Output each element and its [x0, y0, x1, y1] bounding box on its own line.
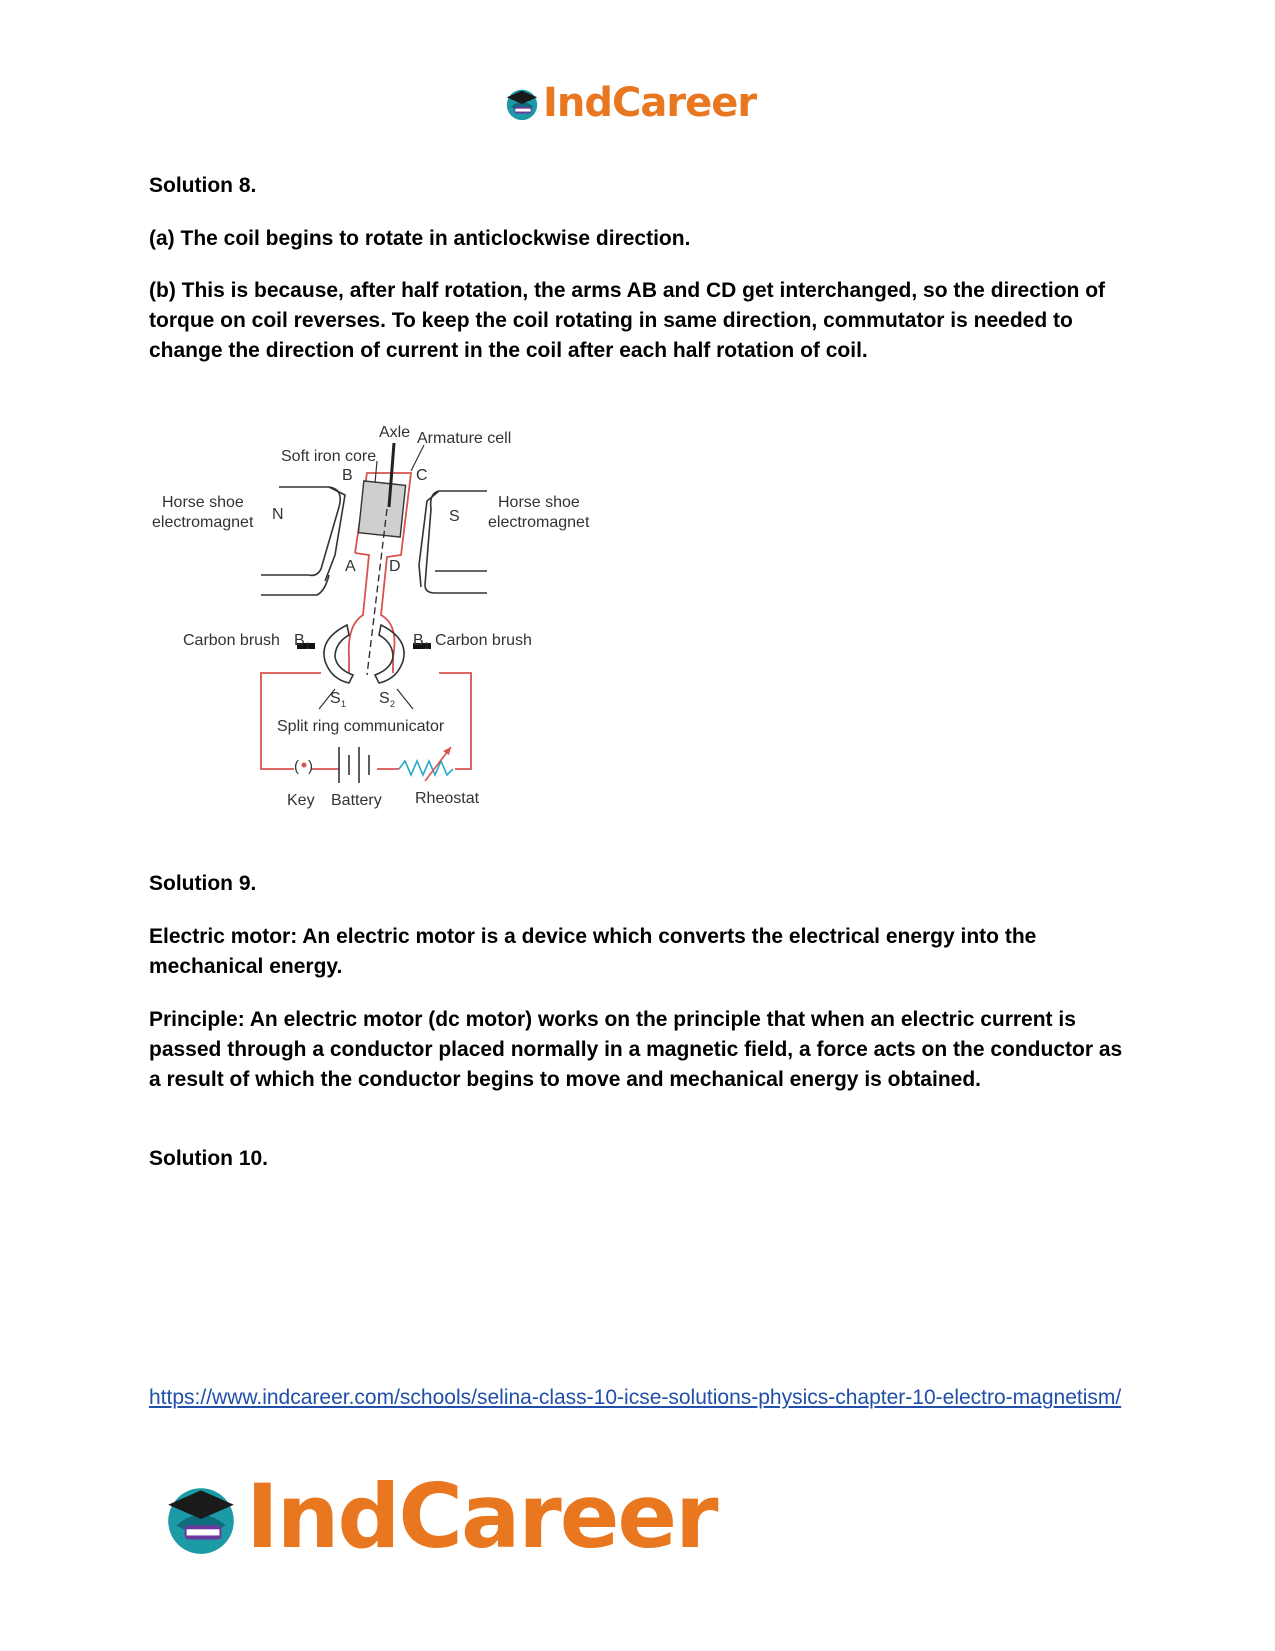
right-magnet-pole — [419, 491, 487, 593]
label-s1: S — [330, 690, 341, 707]
label-a: A — [345, 558, 356, 575]
label-rheostat: Rheostat — [415, 790, 480, 807]
solution-9-principle: Principle: An electric motor (dc motor) works on the principle that when an electric current is passed through a conductor placed normally in a magnetic field, a force acts on the conductor as a result of which the conductor begins to move and mechanical energy is obtained. — [149, 1008, 1123, 1091]
svg-text:): ) — [308, 758, 313, 775]
label-s1-sub: 1 — [341, 699, 347, 709]
solution-10-heading: Solution 10. — [149, 1147, 269, 1170]
label-axle: Axle — [379, 425, 411, 441]
label-d: D — [389, 558, 401, 575]
label-armature: Armature cell — [417, 430, 512, 447]
graduation-cap-globe-icon — [160, 1476, 242, 1558]
label-soft-iron: Soft iron core — [281, 448, 377, 465]
header-logo — [503, 80, 756, 126]
graduation-cap-globe-icon — [503, 84, 541, 122]
label-b: B — [342, 467, 353, 484]
label-b1: B — [294, 632, 305, 649]
label-carbon-brush-left: Carbon brush — [183, 632, 280, 649]
label-s: S — [449, 508, 460, 525]
label-carbon-brush-right: Carbon brush — [435, 632, 532, 649]
solution-8-part-b: (b) This is because, after half rotation, the arms AB and CD get interchanged, so the direction of torque on coil reverses. To keep the coil rotating in same direction, commutator is needed to change the direction of current in the coil after each half rotation of coil. — [149, 279, 1106, 362]
key-symbol — [294, 758, 313, 775]
label-battery: Battery — [331, 792, 382, 809]
brand-name: IndCareer — [543, 80, 757, 126]
footer-logo — [160, 1465, 717, 1568]
solution-8-part-a: (a) The coil begins to rotate in anticlockwise direction. — [149, 227, 691, 250]
label-n: N — [272, 506, 284, 523]
label-horse-right-2: electromagnet — [488, 514, 590, 531]
left-magnet-pole — [261, 487, 345, 595]
soft-iron-core — [358, 481, 405, 537]
label-b2: B — [413, 632, 424, 649]
label-s2-sub: 2 — [390, 699, 396, 709]
label-horse-left-1: Horse shoe — [162, 494, 244, 511]
source-link[interactable]: https://www.indcareer.com/schools/selina-class-10-icse-solutions-physics-chapter-10-electro-magnetism/ — [149, 1386, 1122, 1409]
label-key: Key — [287, 792, 315, 809]
battery-symbol — [339, 747, 369, 783]
rheostat-zigzag — [399, 761, 453, 775]
label-horse-right-1: Horse shoe — [498, 494, 580, 511]
label-b2-sub: 2 — [424, 641, 430, 651]
label-b1-sub: 1 — [305, 641, 311, 651]
svg-text:(: ( — [294, 758, 299, 775]
brand-name-large: IndCareer — [246, 1465, 717, 1568]
solution-9-heading: Solution 9. — [149, 872, 257, 895]
dc-motor-diagram — [149, 425, 649, 850]
split-ring-commutator — [324, 625, 404, 683]
label-s2: S — [379, 690, 390, 707]
solution-8-heading: Solution 8. — [149, 174, 257, 197]
solution-9-motor: Electric motor: An electric motor is a device which converts the electrical energy into the mechanical energy. — [149, 925, 1037, 978]
label-c: C — [416, 467, 428, 484]
label-split-ring: Split ring communicator — [277, 718, 445, 735]
label-horse-left-2: electromagnet — [152, 514, 254, 531]
